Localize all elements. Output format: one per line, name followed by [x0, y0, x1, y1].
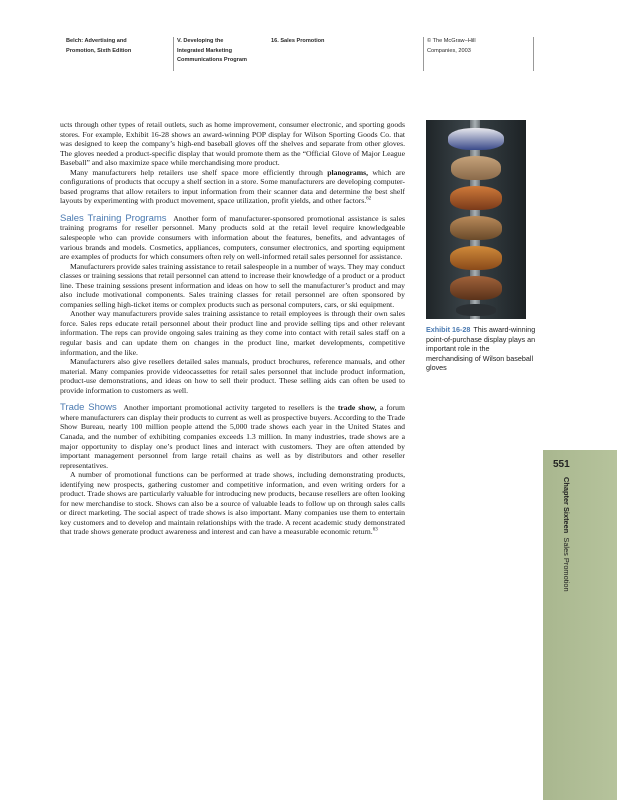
- chapter-running-title: [559, 477, 571, 597]
- text-run: Many manufacturers help retailers use shelf space more efficiently through: [70, 167, 328, 177]
- page-number: 551: [553, 459, 570, 470]
- header-chapter: [268, 37, 418, 71]
- text-run: Another form of manufacturer-sponsored promotional assistance is sales training programs for reseller personnel. Many products sold at the retail level require knowledgeable salespeople who can provide consumers with information about the features, benefits, and advantages of various brands and models. Cosmetics, appliances, computers, consumer electronics, and sporting equipment are examples of products for which consumers often rely on well-informed retail sales personnel for assistance.: [60, 213, 406, 262]
- chapter-label: Chapter Sixteen: [562, 477, 571, 534]
- footnote-ref: 62: [366, 196, 372, 202]
- paragraph: [60, 214, 405, 262]
- header-line: 16. Sales Promotion: [271, 38, 325, 44]
- key-term-planograms: planograms,: [327, 167, 369, 177]
- paragraph: [60, 470, 405, 537]
- header-line: Companies, 2003: [427, 47, 471, 54]
- text-run: A number of promotional functions can be performed at trade shows, including demonstrating products, identifying new prospects, gathering customer and competitive information, and even writing orders for a product. Trade shows are particularly valuable for introducing new products, because resellers are often looking for new merchandise to stock. Shows can also be a source of valuable leads to follow up on through sales calls or direct marketing. The social aspect of trade shows is also important. Many companies use them to entertain key customers and to develop and maintain relationships with the trade. A recent academic study demonstrated that trade shows generate product awareness and interest and can have a measurable economic return.: [60, 470, 405, 537]
- page-sidebar: [543, 0, 617, 800]
- text-run: which are configurations of products that occupy a shelf section in a store. Some manufacturers are developing computer-based programs that allow retailers to input information from their scanner data and determine the best shelf layouts by experimenting with product movement, space utilization, profit yields, and other factors.: [60, 167, 405, 206]
- caption-text: This award-winning point-of-purchase display plays an important role in the merchandising of Wilson baseball gloves: [426, 325, 536, 373]
- header-line: Promotion, Sixth Edition: [66, 47, 132, 54]
- exhibit-caption: [426, 325, 538, 373]
- header-divider: [533, 37, 543, 71]
- header-line: V. Developing the: [177, 38, 224, 44]
- exhibit-label: Exhibit 16-28: [426, 325, 471, 334]
- key-term-trade-show: trade show,: [337, 403, 377, 413]
- section-heading-sales-training: Sales Training Programs: [60, 212, 167, 224]
- header-line: Integrated Marketing: [177, 47, 233, 54]
- header-line: Belch: Advertising and: [66, 38, 127, 44]
- text-run: a forum where manufacturers can display their products to current as well as prospective buyers. According to the Trade Show Bureau, nearly 100 million people attend the 5,000 trade shows each year in the United States and Canada, and the number of exhibiting companies exceeds 1.3 million. In many industries, trade shows are a major opportunity to display one’s product lines and interact with customers. They are often attended by important management personnel from large retail chains as well as by distributors and other reseller representatives.: [60, 403, 405, 470]
- header-copyright: [423, 37, 533, 71]
- paragraph: Another way manufacturers provide sales training assistance to retail employees is through their own sales force. Sales reps educate retail personnel about their product line and provide selling tips and other relevant information. The reps can provide ongoing sales training as they come into contact with retail sales staff on a regular basis and can update them on changes in the product line, market developments, competitive information, and the like.: [60, 309, 405, 357]
- header-line: © The McGraw−Hill: [427, 38, 476, 44]
- section-heading-trade-shows: Trade Shows: [60, 402, 117, 414]
- paragraph: [60, 403, 405, 470]
- running-header: [0, 37, 617, 73]
- body-text: [60, 120, 405, 537]
- header-line: Communications Program: [177, 57, 247, 63]
- header-part: [173, 37, 268, 71]
- text-run: Another important promotional activity targeted to resellers is the: [123, 403, 338, 413]
- paragraph: [60, 168, 405, 206]
- chapter-title: Sales Promotion: [562, 537, 571, 592]
- exhibit-photo-glove-display: [426, 120, 526, 319]
- header-book-title: [56, 37, 166, 71]
- footnote-ref: 63: [372, 527, 378, 533]
- paragraph: ucts through other types of retail outlets, such as home improvement, consumer electronic, and sporting goods stores. For example, Exhibit 16-28 shows an award-winning POP display for Wilson Sporting Goods Co. that was designed to keep the company’s high-end baseball gloves off the shelves and separate from other gloves. The gloves needed a product-specific display that would promote them as the “Official Glove of Major League Baseball” and also maximize space while merchandising more product.: [60, 120, 405, 168]
- paragraph: Manufacturers also give resellers detailed sales manuals, product brochures, reference manuals, and other material. Many companies provide videocassettes for retail sales personnel that include product information, product-use demonstrations, and ideas on how to sell their product. These selling aids can often be used to provide information to customers as well.: [60, 357, 405, 395]
- paragraph: Manufacturers provide sales training assistance to retail salespeople in a number of ways. They may conduct classes or training sessions that retail personnel can attend to increase their knowledge of a product or a product line. These training sessions present information and ideas on how to sell the manufacturer’s product and may also include motivational components. Sales training classes for retail personnel are often sponsored by companies selling high-ticket items or complex products such as personal computers, cars, or ski equipment.: [60, 261, 405, 309]
